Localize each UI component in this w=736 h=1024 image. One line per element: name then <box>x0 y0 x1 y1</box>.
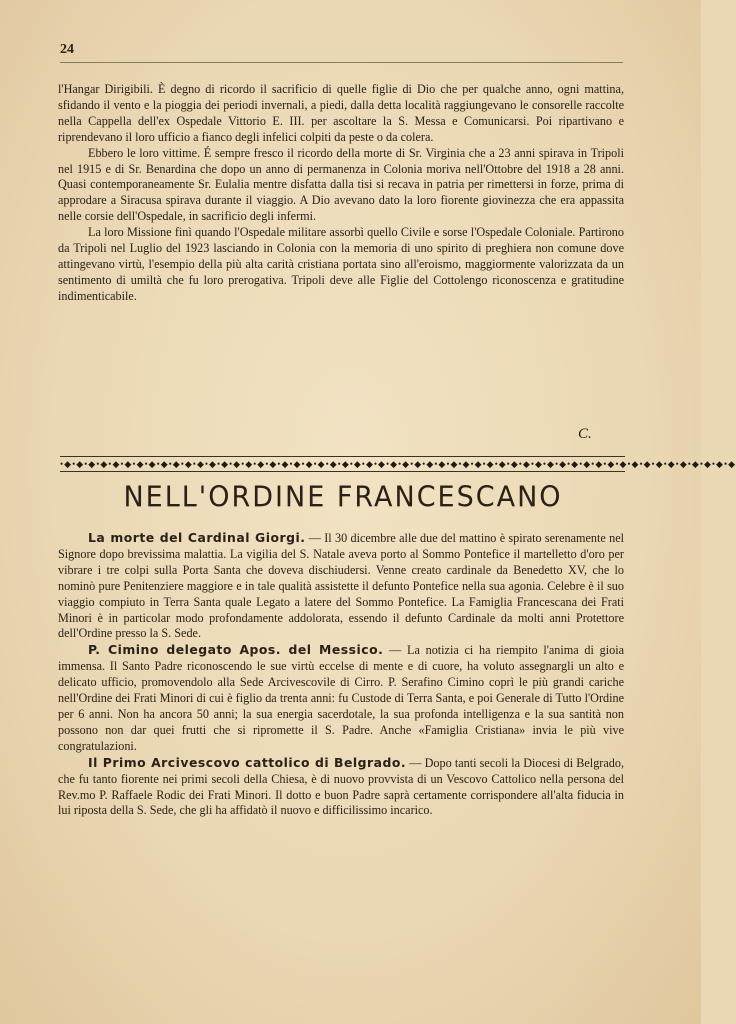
news-heading: La morte del Cardinal Giorgi. <box>88 530 306 545</box>
news-heading: Il Primo Arcivescovo cattolico di Belgrado. <box>88 754 407 770</box>
news-text: — Il 30 dicembre alle due del mattino è spirato serenamente nel Signore dopo brevissima malattia. La vigilia del S. Natale aveva porto al Sommo Pontefice il martelletto d'oro per vibrare i tre colpi sulla Porta Santa che doveva dischiudersi. Venne creato cardinale da Benedetto XV, che lo nominò pure Penitenziere maggiore e in tale qualità assistette il defunto Pontefice nella sua agonia. Celebre è il suo viaggio compiuto in Terra Santa quale Legato a latere del Sommo Pontefice. La Famiglia Francescana dei Frati Minori è in particolar modo profondamente addolorata, essendo il defunto Cardinale da molti anni Protettore dell'Ordine presso la S. Sede. <box>58 531 625 641</box>
news-item <box>58 530 624 642</box>
article-signature: C. <box>578 426 592 442</box>
news-text: — La notizia ci ha riempito l'anima di gioia immensa. Il Santo Padre riconoscendo le sue virtù eccelse di mente e di cuore, ha voluto assegnargli un alto e delicato ufficio, promovendolo alla Sede Arcivescovile di Cirro. P. Serafino Cimino coprì le più grandi cariche nell'Ordine dei Frati Minori di cui è figlio da trenta anni: fu Custode di Terra Santa, e poi Generale di Tutto l'Ordine per 6 anni. Non ha ancora 50 anni; la sua energia sacerdotale, la sua profonda intelligenza e la sua santità non possono non dar quei frutti che si ripromette il S. Padre. Anche «Famiglia Cristiana» invia le più vive congratulazioni. <box>58 643 625 753</box>
article-paragraph: l'Hangar Dirigibili. È degno di ricordo il sacrificio di quelle figlie di Dio che per qualche anno, ogni mattina, sfidando il vento e la pioggia dei periodi invernali, a piedi, dalla detta località raggiungevano le consorelle raccolte nella Cappella dell'ex Ospedale Vittorio E. III. per ascoltare la S. Messa e Comunicarsi. Poi ripartivano e riprendevano il loro ufficio a fianco degli infelici colpiti da peste o da colera. <box>58 82 624 144</box>
page-number: 24 <box>60 42 74 57</box>
news-item <box>58 642 624 754</box>
ornamental-divider: •◆•◆•◆•◆•◆•◆•◆•◆•◆•◆•◆•◆•◆•◆•◆•◆•◆•◆•◆•◆•◆•◆•◆•◆•◆•◆•◆•◆•◆•◆•◆•◆•◆•◆•◆•◆•◆•◆•◆•◆•◆•◆•◆•◆•◆•◆•◆•◆•◆•◆•◆•◆•◆•◆•◆•◆ <box>60 456 625 472</box>
section-title: NELL'ORDINE FRANCESCANO <box>123 481 563 514</box>
article-paragraph: La loro Missione finì quando l'Ospedale militare assorbì quello Civile e sorse l'Ospedale Coloniale. Partirono da Tripoli nel Luglio del 1923 lasciando in Colonia con la memoria di uno spirito di preghiera non comune dove attingevano virtù, l'esempio della più alta carità cristiana portata sino all'eroismo, maggiormente valorizzata da un sentimento di umiltà che fu loro prerogativa. Tripoli deve alle Figlie del Cottolengo riconoscenza e gratitudine indimenticabile. <box>58 225 624 303</box>
news-text: — Dopo tanti secoli la Diocesi di Belgrado, che fu tanto fiorente nei primi secoli della Chiesa, è di nuovo provvista di un Vescovo Cattolico nella persona del Rev.mo P. Raffaele Rodic dei Frati Minori. Il dotto e buon Padre saprà certamente corrispondere all'alta fiducia in lui riposta della S. Sede, che gli ha affidatò il nuovo e difficilissimo incarico. <box>58 755 624 818</box>
header-rule <box>60 62 623 63</box>
news-list <box>58 530 624 819</box>
article-paragraph: Ebbero le loro vittime. É sempre fresco il ricordo della morte di Sr. Virginia che a 23 anni spirava in Tripoli nel 1915 e di Sr. Benardina che dopo un anno di permanenza in Colonia moriva nell'Ottobre del 1918 a 28 anni. Quasi contemporaneamente Sr. Eulalia mentre disfatta dalla tisi si recava in patria per rimettersi in forze, prima di approdare a Siracusa spirava durante il viaggio. A Dio avevano dato la loro fiorente giovinezza che era appassita nelle corsie dell'Ospedale, in sacrificio degli infermi. <box>58 145 624 224</box>
news-heading: P. Cimino delegato Apos. del Messico. <box>88 642 384 658</box>
article-body <box>58 82 624 305</box>
news-item <box>58 755 624 820</box>
